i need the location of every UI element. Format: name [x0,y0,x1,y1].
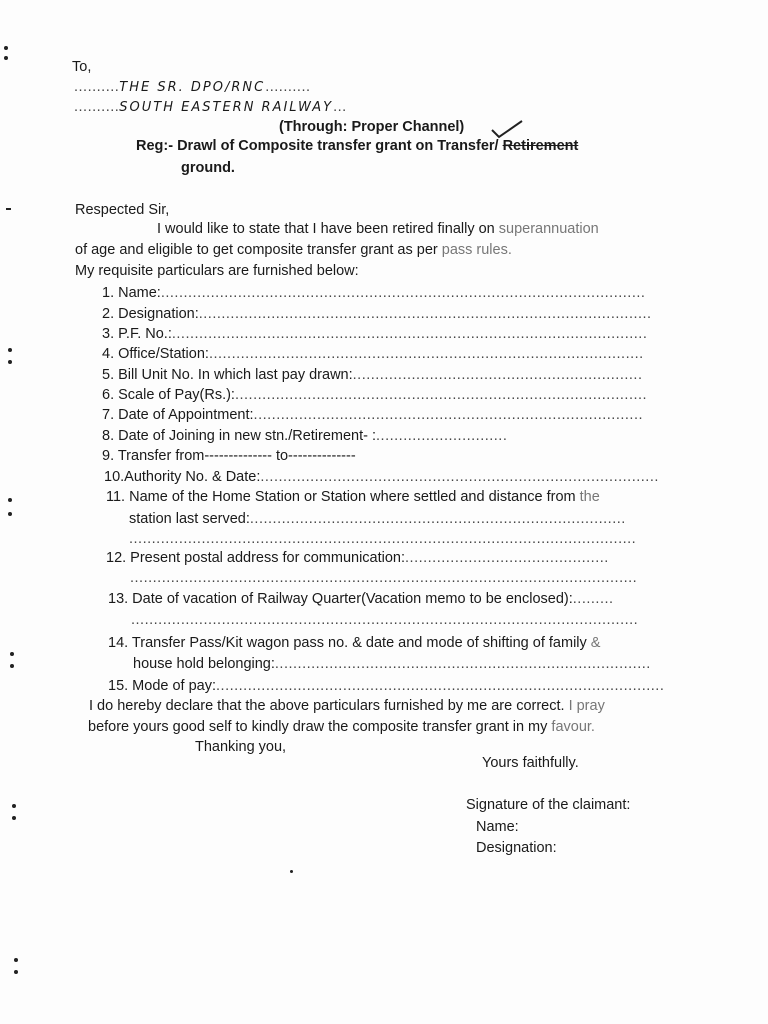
scan-mark [4,56,8,60]
list-item: 6. Scale of Pay(Rs.):........................................................................................... [102,387,648,403]
addressee-name: THE SR. DPO/RNC [119,80,266,95]
list-item: 3. P.F. No.:......................................................................................................... [102,326,648,342]
list-item: 14. Transfer Pass/Kit wagon pass no. & date and mode of shifting of family & [108,635,601,651]
body-line-1: I would like to state that I have been retired finally on superannuation [157,221,599,237]
list-item-continuation: house hold belonging:................................................................................... [133,656,651,672]
list-item-continuation: station last served:................................................................................... [129,511,626,527]
list-item: 12. Present postal address for communication:............................................. [106,550,609,566]
struck-word: Retirement [502,138,579,154]
list-item: 11. Name of the Home Station or Station where settled and distance from the [106,489,600,505]
scan-mark [8,348,12,352]
list-item: 8. Date of Joining in new stn./Retirement- :............................. [102,428,508,444]
scan-mark [10,652,14,656]
scan-mark [12,804,16,808]
salutation-to: To, [72,59,92,75]
declaration-line-2: before yours good self to kindly draw the composite transfer grant in my favour. [88,719,595,735]
thanks: Thanking you, [195,739,287,755]
scan-mark [290,870,293,873]
body-line-2: of age and eligible to get composite transfer grant as per pass rules. [75,242,512,258]
subject-line: Reg:- Drawl of Composite transfer grant on Transfer/ Retirement [136,138,579,154]
scan-mark [8,360,12,364]
addressee-line-2: ..........SOUTH EASTERN RAILWAY... [74,99,347,115]
list-item: 7. Date of Appointment:...................................................................................... [102,407,644,423]
scan-mark [12,816,16,820]
scan-mark [8,498,12,502]
scan-mark [6,208,11,210]
greeting: Respected Sir, [75,202,170,218]
body-line-3: My requisite particulars are furnished below: [75,263,359,279]
list-item: 15. Mode of pay:................................................................................................... [108,678,665,694]
subject-line-2: ground. [181,160,235,176]
scan-mark [14,970,18,974]
scan-mark [4,46,8,50]
scan-mark [14,958,18,962]
list-item: 4. Office/Station:................................................................................................ [102,346,644,362]
blank-line: ................................................................................................................ [131,612,639,628]
signature-label: Signature of the claimant: [466,797,631,813]
declaration-line-1: I do hereby declare that the above particulars furnished by me are correct. I pray [89,698,605,714]
addressee-org: SOUTH EASTERN RAILWAY [119,100,334,115]
list-item: 10.Authority No. & Date:........................................................................................ [104,469,659,485]
scan-mark [10,664,14,668]
blank-line: ................................................................................................................ [130,570,638,586]
scan-mark [8,512,12,516]
signature-name: Name: [476,819,519,835]
addressee-line-1: ..........THE SR. DPO/RNC.......... [74,79,311,95]
closing: Yours faithfully. [482,755,579,771]
list-item: 5. Bill Unit No. In which last pay drawn:................................................................ [102,367,643,383]
list-item: 1. Name:........................................................................................................... [102,285,646,301]
blank-line: ................................................................................................................ [129,531,637,547]
list-item: 9. Transfer from-------------- to-------------- [102,448,356,464]
list-item: 13. Date of vacation of Railway Quarter(Vacation memo to be enclosed):......... [108,591,614,607]
list-item: 2. Designation:.................................................................................................... [102,306,652,322]
signature-designation: Designation: [476,840,557,856]
through-channel: (Through: Proper Channel) [279,119,465,135]
